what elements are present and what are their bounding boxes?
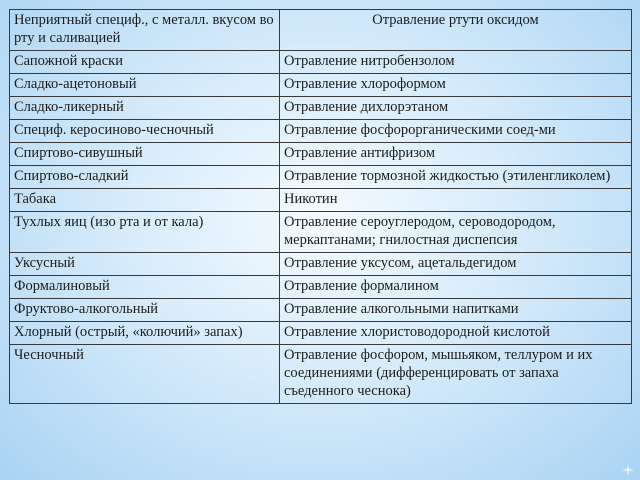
cause-cell: Отравление дихлорэтаном: [280, 97, 632, 120]
odor-cell: Фруктово-алкогольный: [10, 299, 280, 322]
table-row: [10, 253, 632, 276]
table-row: [10, 345, 632, 404]
cause-cell: Отравление хлористоводородной кислотой: [280, 322, 632, 345]
cause-cell: Никотин: [280, 189, 632, 212]
odor-cell: Сладко-ликерный: [10, 97, 280, 120]
table-row: [10, 74, 632, 97]
table-row: [10, 212, 632, 253]
cause-cell: Отравление алкогольными напитками: [280, 299, 632, 322]
table-row: [10, 166, 632, 189]
cause-cell: Отравление сероуглеродом, сероводородом, меркаптанами; гнилостная диспепсия: [280, 212, 632, 253]
table-row: [10, 189, 632, 212]
table-row: [10, 97, 632, 120]
odor-cell: Спиртово-сивушный: [10, 143, 280, 166]
odor-cell: Спиртово-сладкий: [10, 166, 280, 189]
cause-cell: Отравление нитробензолом: [280, 51, 632, 74]
cause-cell: Отравление фосфорорганическими соед-ми: [280, 120, 632, 143]
odor-cell: Специф. керосиново-чесночный: [10, 120, 280, 143]
table-header-row: [10, 10, 632, 51]
table-row: [10, 322, 632, 345]
cause-cell: Отравление хлороформом: [280, 74, 632, 97]
table-row: [10, 51, 632, 74]
table-row: [10, 299, 632, 322]
odor-cell: Формалиновый: [10, 276, 280, 299]
odor-cell: Табака: [10, 189, 280, 212]
cause-cell: Отравление тормозной жидкостью (этиленгликолем): [280, 166, 632, 189]
odor-cell: Уксусный: [10, 253, 280, 276]
odor-cell: Тухлых яиц (изо рта и от кала): [10, 212, 280, 253]
odor-cell: Чесночный: [10, 345, 280, 404]
odor-poisoning-table: [9, 9, 632, 404]
odor-cell: Сладко-ацетоновый: [10, 74, 280, 97]
cause-cell: Отравление уксусом, ацетальдегидом: [280, 253, 632, 276]
cause-cell: Отравление антифризом: [280, 143, 632, 166]
cause-cell: Отравление формалином: [280, 276, 632, 299]
odor-cell: Хлорный (острый, «колючий» запах): [10, 322, 280, 345]
table-row: [10, 276, 632, 299]
header-cell-odor: Неприятный специф., с металл. вкусом во рту и саливацией: [10, 10, 280, 51]
header-cell-cause: Отравление ртути оксидом: [280, 10, 632, 51]
cause-cell: Отравление фосфором, мышьяком, теллуром и их соединениями (дифференцировать от запаха съеденного чеснока): [280, 345, 632, 404]
table-row: [10, 143, 632, 166]
sparkle-icon: [622, 464, 634, 476]
odor-cell: Сапожной краски: [10, 51, 280, 74]
table-row: [10, 120, 632, 143]
